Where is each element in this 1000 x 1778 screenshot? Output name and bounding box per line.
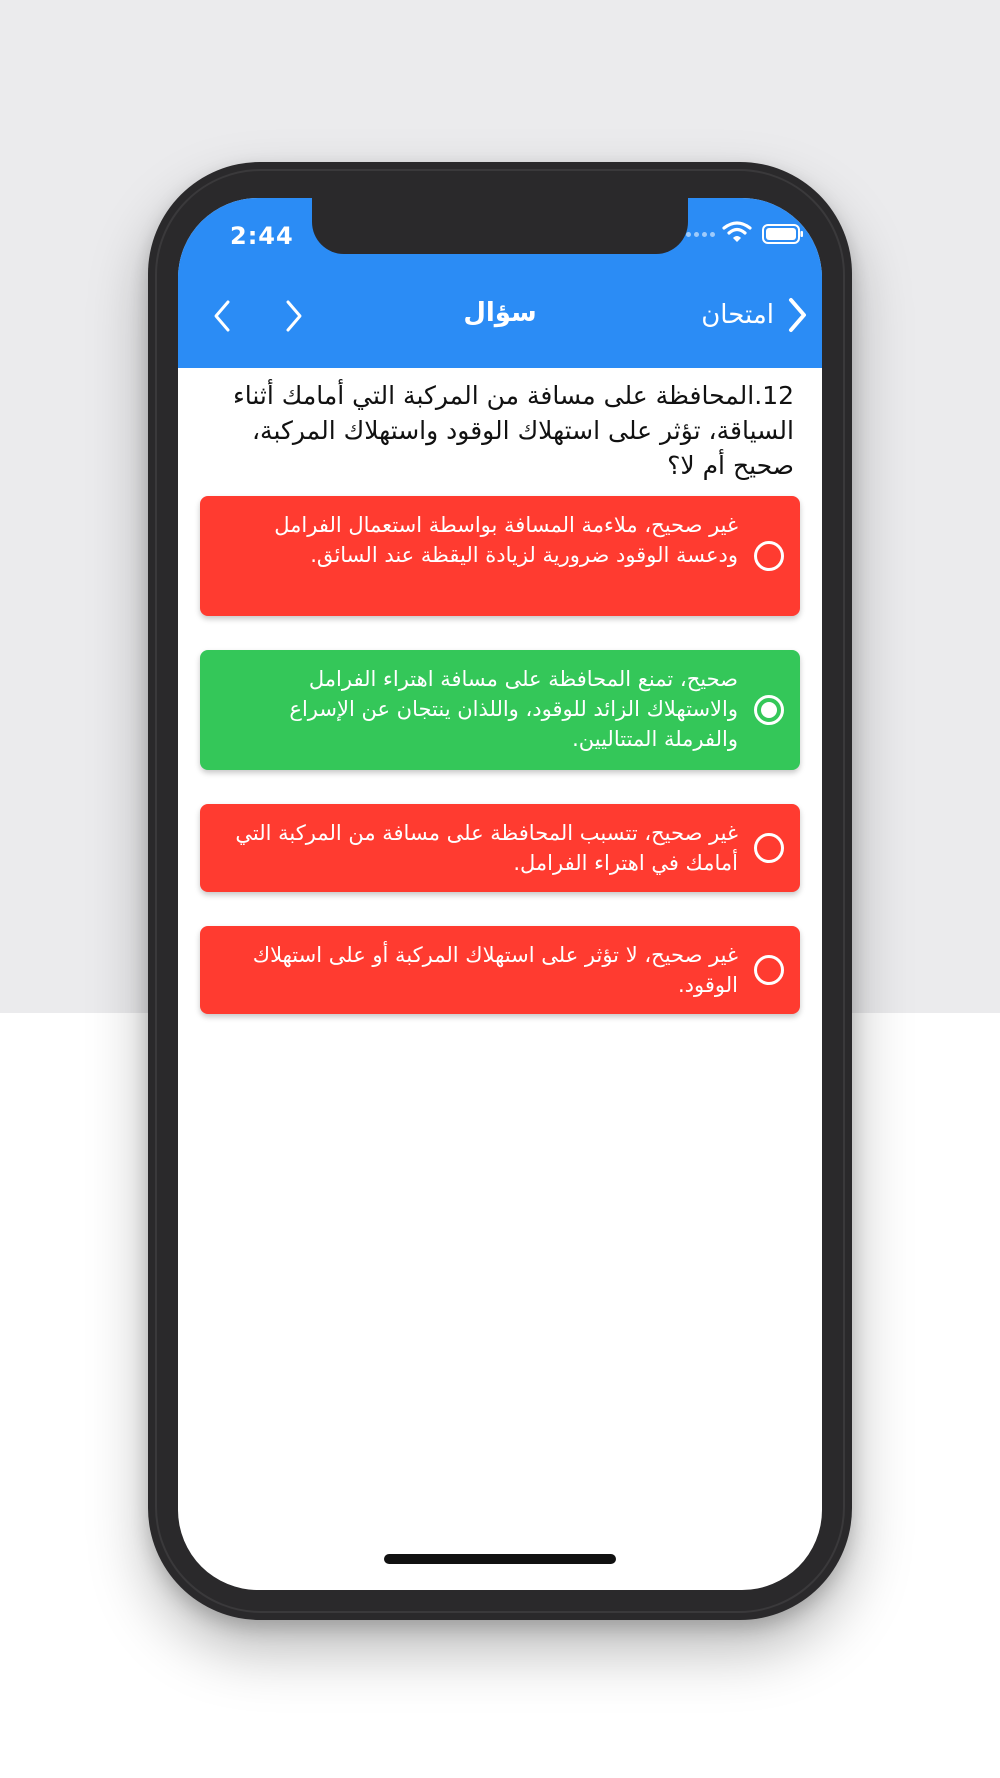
wifi-icon [722,220,752,244]
chevron-right-icon [784,295,810,335]
answer-text: صحيح، تمنع المحافظة على مسافة اهتراء الفرامل والاستهلاك الزائد للوقود، واللذان ينتجان عن الإسراع والفرملة المتتاليين. [289,667,738,751]
answer-option-4[interactable] [200,926,800,1014]
page-title: سؤال [463,298,537,328]
battery-icon [762,224,804,244]
answer-text: غير صحيح، تتسبب المحافظة على مسافة من المركبة التي أمامك في اهتراء الفرامل. [235,821,738,875]
screen [178,198,822,1590]
nav-bar [178,270,822,368]
home-indicator[interactable] [384,1554,616,1564]
answer-option-1[interactable] [200,496,800,616]
radio-icon[interactable] [754,541,784,571]
signal-icon [686,232,715,237]
back-button-label: امتحان [701,300,774,330]
phone-frame [148,162,852,1620]
answer-text: غير صحيح، لا تؤثر على استهلاك المركبة أو على استهلاك الوقود. [252,943,738,997]
status-time: 2:44 [230,222,294,250]
radio-selected-icon[interactable] [754,695,784,725]
radio-icon[interactable] [754,833,784,863]
question-text: 12.المحافظة على مسافة من المركبة التي أمامك أثناء السياقة، تؤثر على استهلاك الوقود واستهلاك المركبة، صحيح أم لا؟ [233,381,794,480]
answer-text: غير صحيح، ملاءمة المسافة بواسطة استعمال الفرامل ودعسة الوقود ضرورية لزيادة اليقظة عند السائق. [274,513,738,567]
answer-option-3[interactable] [200,804,800,892]
radio-icon[interactable] [754,955,784,985]
answer-option-2[interactable] [200,650,800,770]
back-button[interactable] [701,292,810,338]
notch [312,198,688,254]
